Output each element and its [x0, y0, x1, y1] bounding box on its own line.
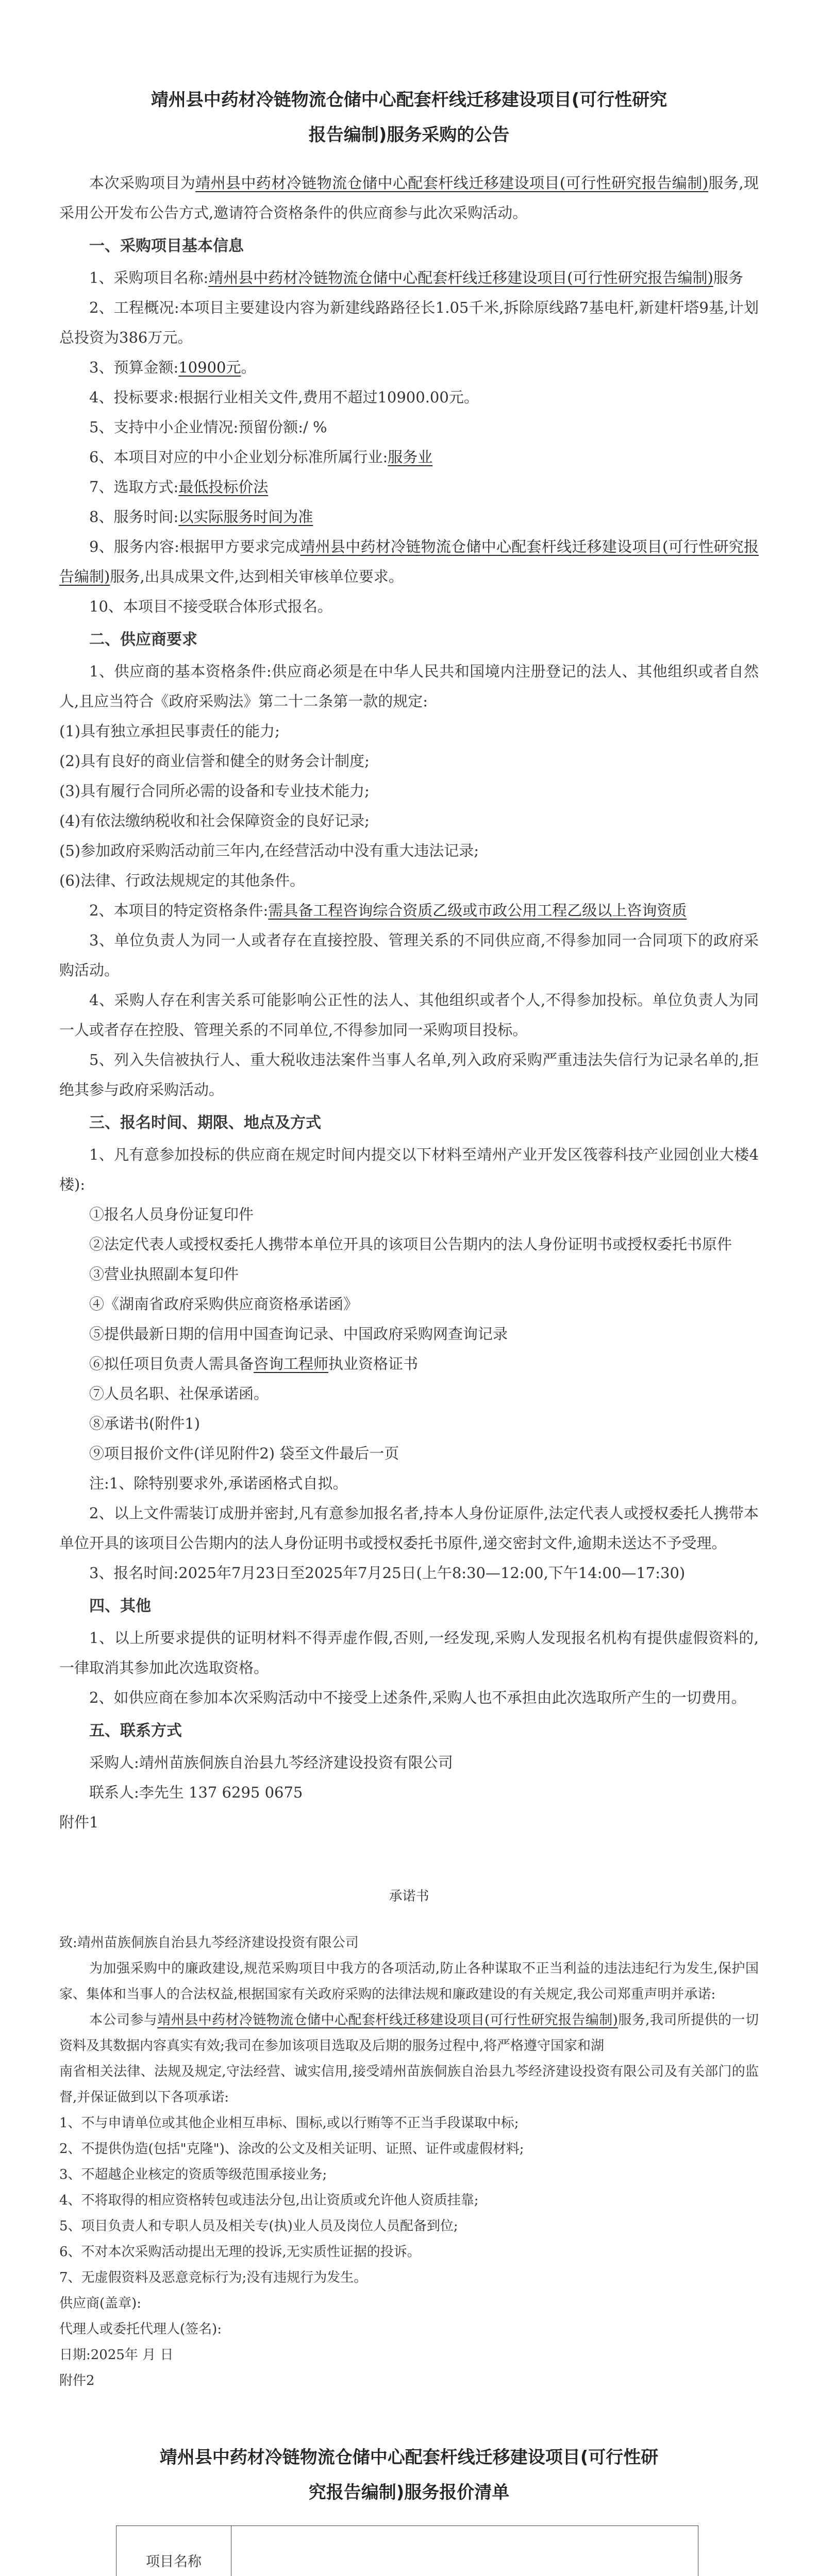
- row-label: 项目名称: [116, 2526, 231, 2576]
- requirement-2: 2、本项目的特定资格条件:需具备工程咨询综合资质乙级或市政公用工程乙级以上咨询资质: [89, 902, 687, 919]
- item-6: 6、本项目对应的中小企业划分标准所属行业:服务业: [89, 448, 433, 466]
- doc-item: ②法定代表人或授权委托人携带本单位开具的该项目公告期内的法人身份证明书或授权委托书原件: [89, 1235, 732, 1253]
- registration-1: 1、凡有意参加投标的供应商在规定时间内提交以下材料至靖州产业开发区筏蓉科技产业园创业大楼4楼):: [59, 1146, 759, 1193]
- section-3-heading: 三、报名时间、期限、地点及方式: [89, 1114, 321, 1132]
- other-1: 1、以上所要求提供的证明材料不得弄虚作假,否则,一经发现,采购人发现报名机构有提供虚假资料的,一律取消其参加此次选取资格。: [59, 1629, 759, 1676]
- buyer-name: 采购人:靖州苗族侗族自治县九芩经济建设投资有限公司: [89, 1754, 453, 1771]
- commitment-salutation: 致:靖州苗族侗族自治县九芩经济建设投资有限公司: [59, 1935, 359, 1951]
- requirement-list-item: (2)具有良好的商业信誉和健全的财务会计制度;: [59, 752, 370, 770]
- commitment-item: 1、不与申请单位或其他企业相互串标、围标,或以行贿等不正当手段谋取中标;: [59, 2115, 519, 2131]
- commitment-item: 3、不超越企业核定的资质等级范围承接业务;: [59, 2167, 327, 2182]
- item-7: 7、选取方式:最低投标价法: [89, 478, 269, 496]
- commitment-title: 承诺书: [389, 1889, 429, 1904]
- announcement-title: 靖州县中药材冷链物流仓储中心配套杆线迁移建设项目(可行性研究 报告编制)服务采购的公告: [151, 90, 667, 145]
- intro-paragraph: 本次采购项目为靖州县中药材冷链物流仓储中心配套杆线迁移建设项目(可行性研究报告编制)服务,现采用公开发布公告方式,邀请符合资格条件的供应商参与此次采购活动。: [59, 174, 759, 222]
- commitment-item: 5、项目负责人和专职人员及相关专(执)业人员及岗位人员配备到位;: [59, 2218, 458, 2234]
- doc-item: ⑥拟任项目负责人需具备咨询工程师执业资格证书: [89, 1355, 419, 1372]
- requirement-4: 4、采购人存在利害关系可能影响公正性的法人、其他组织或者个人,不得参加投标。单位负责人为同一人或者存在控股、管理关系的不同单位,不得参加同一采购项目投标。: [59, 991, 759, 1039]
- item-10: 10、本项目不接受联合体形式报名。: [89, 598, 332, 615]
- registration-time: 3、报名时间:2025年7月23日至2025年7月25日(上午8:30—12:00,下午14:00—17:30): [89, 1564, 686, 1582]
- commitment-paragraph: 南省相关法律、法规及规定,守法经营、诚实信用,接受靖州苗族侗族自治县九芩经济建设投资有限公司及有关部门的监督,并保证做到以下各项承诺:: [59, 2064, 759, 2105]
- quote-table-wrapper: [116, 2526, 698, 2576]
- requirement-list-item: (4)有依法缴纳税收和社会保障资金的良好记录;: [59, 812, 370, 829]
- commitment-item: 7、无虚假资料及恶意竞标行为;没有违规行为发生。: [59, 2270, 368, 2285]
- appendix-1-label: 附件1: [59, 1814, 99, 1831]
- row-value: [231, 2526, 698, 2576]
- item-8: 8、服务时间:以实际服务时间为准: [89, 508, 313, 526]
- requirement-5: 5、列入失信被执行人、重大税收违法案件当事人名单,列入政府采购严重违法失信行为记录名单的,拒绝其参与政府采购活动。: [59, 1051, 759, 1098]
- section-2-heading: 二、供应商要求: [89, 631, 197, 649]
- doc-item: ④《湖南省政府采购供应商资格承诺函》: [89, 1295, 359, 1313]
- commitment-letter: [59, 1884, 759, 2394]
- representative-signature: 代理人或委托代理人(签名):: [59, 2321, 222, 2337]
- item-9: 9、服务内容:根据甲方要求完成靖州县中药材冷链物流仓储中心配套杆线迁移建设项目(可行性研究报告编制)服务,出具成果文件,达到相关审核单位要求。: [59, 538, 759, 585]
- supplier-signature: 供应商(盖章):: [59, 2296, 142, 2311]
- quote-table: [116, 2526, 698, 2576]
- requirement-3: 3、单位负责人为同一人或者存在直接控股、管理关系的不同供应商,不得参加同一合同项下的政府采购活动。: [59, 931, 759, 979]
- item-5: 5、支持中小企业情况:预留份额:/ %: [89, 418, 327, 436]
- item-4: 4、投标要求:根据行业相关文件,费用不超过10900.00元。: [89, 388, 479, 406]
- item-2: 2、工程概况:本项目主要建设内容为新建线路路径长1.05千米,拆除原线路7基电杆,新建杆塔9基,计划总投资为386万元。: [59, 299, 759, 346]
- commitment-paragraph: 本公司参与靖州县中药材冷链物流仓储中心配套杆线迁移建设项目(可行性研究报告编制)服务,我司所提供的一切资料及其数据内容真实有效;我司在参加该项目选取及后期的服务过程中,将严格遵守国家和湖: [59, 2012, 759, 2054]
- doc-item: ⑤提供最新日期的信用中国查询记录、中国政府采购网查询记录: [89, 1325, 508, 1343]
- doc-item: ⑦人员名职、社保承诺函。: [89, 1385, 269, 1402]
- table-row: [116, 2526, 698, 2576]
- commitment-item: 4、不将取得的相应资格转包或违法分包,出让资质或允许他人资质挂靠;: [59, 2193, 479, 2208]
- signature-date: 日期:2025年 月 日: [59, 2347, 174, 2363]
- commitment-item: 2、不提供伪造(包括"克隆")、涂改的公文及相关证明、证照、证件或虚假材料;: [59, 2141, 524, 2157]
- other-2: 2、如供应商在参加本次采购活动中不接受上述条件,采购人也不承担由此次选取所产生的一切费用。: [89, 1689, 746, 1706]
- note-2: 2、以上文件需装订成册并密封,凡有意参加报名者,持本人身份证原件,法定代表人或授权委托人携带本单位开具的该项目公告期内的法人身份证明书或授权委托书原件,递交密封文件,逾期未送达不予受理。: [59, 1504, 759, 1552]
- commitment-paragraph: 为加强采购中的廉政建设,规范采购项目中我方的各项活动,防止各种谋取不正当利益的违法违纪行为发生,保护国家、集体和当事人的合法权益,根据国家有关政府采购的法律法规和廉政建设的有关规定,我公司郑重声明并承诺:: [59, 1961, 759, 2002]
- doc-item: ⑧承诺书(附件1): [89, 1415, 201, 1432]
- requirement-list-item: (1)具有独立承担民事责任的能力;: [59, 722, 280, 740]
- requirement-list-item: (5)参加政府采购活动前三年内,在经营活动中没有重大违法记录;: [59, 842, 479, 859]
- item-3: 3、预算金额:10900元。: [89, 359, 256, 376]
- announcement-document: [59, 82, 759, 2576]
- quote-list-title: 靖州县中药材冷链物流仓储中心配套杆线迁移建设项目(可行性研 究报告编制)服务报价清单: [159, 2447, 659, 2503]
- commitment-item: 6、不对本次采购活动提出无理的投诉,无实质性证据的投诉。: [59, 2244, 421, 2260]
- appendix-2-label: 附件2: [59, 2373, 95, 2388]
- doc-item: ③营业执照副本复印件: [89, 1265, 239, 1283]
- requirement-list-item: (3)具有履行合同所必需的设备和专业技术能力;: [59, 782, 370, 800]
- requirement-list-item: (6)法律、行政法规规定的其他条件。: [59, 872, 305, 889]
- contact-person: 联系人:李先生 137 6295 0675: [89, 1784, 303, 1801]
- doc-item: ①报名人员身份证复印件: [89, 1206, 254, 1223]
- doc-item: ⑨项目报价文件(详见附件2) 袋至文件最后一页: [89, 1445, 399, 1462]
- section-4-heading: 四、其他: [89, 1597, 151, 1615]
- requirement-1: 1、供应商的基本资格条件:供应商必须是在中华人民共和国境内注册登记的法人、其他组织或者自然人,且应当符合《政府采购法》第二十二条第一款的规定:: [59, 663, 759, 710]
- note-1: 注:1、除特别要求外,承诺函格式自拟。: [89, 1475, 348, 1492]
- section-5-heading: 五、联系方式: [89, 1722, 182, 1740]
- section-1-heading: 一、采购项目基本信息: [89, 237, 244, 255]
- item-1: 1、采购项目名称:靖州县中药材冷链物流仓储中心配套杆线迁移建设项目(可行性研究报告编制)服务: [89, 269, 743, 286]
